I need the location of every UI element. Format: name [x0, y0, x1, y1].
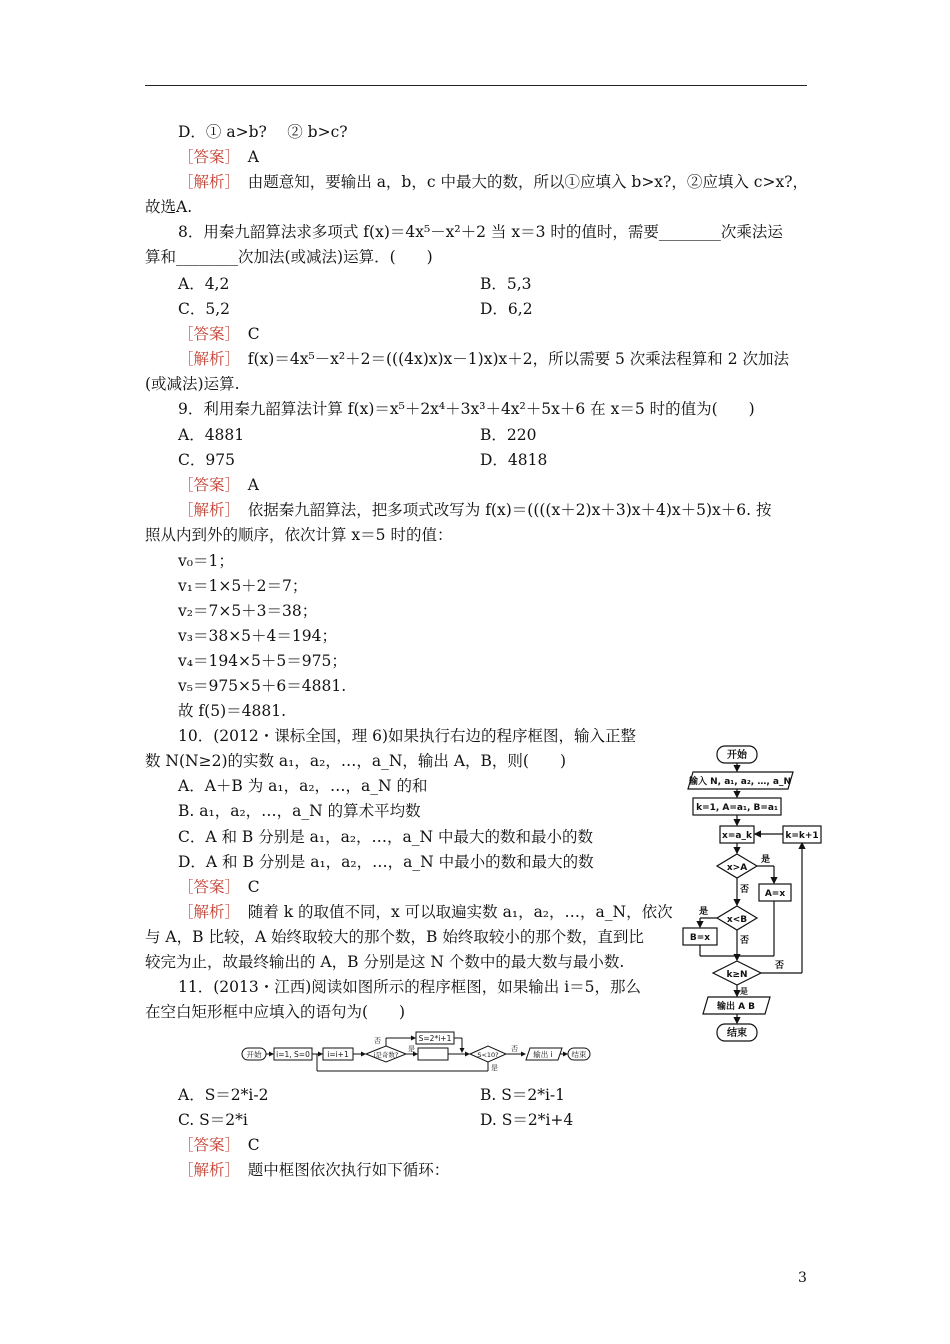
text-line: [145, 751, 566, 771]
flowchart-q11: [240, 1028, 595, 1076]
fc1-output: 输出 A B: [716, 1002, 756, 1012]
fc2-no-odd: 否: [374, 1037, 381, 1045]
text-line: [178, 1135, 260, 1155]
fc2-odd-branch: S=2*i+1: [418, 1034, 452, 1043]
answer-tag: ［解析］: [178, 903, 233, 921]
text-line: [145, 197, 192, 217]
line-text: D．6,2: [480, 300, 533, 318]
line-text: D．4818: [480, 451, 548, 469]
fc1-no2: 否: [740, 936, 750, 946]
text-line: [480, 299, 533, 319]
text-line: [178, 776, 428, 796]
fc1-cond3: k≥N: [726, 970, 748, 980]
fc1-no1: 否: [740, 885, 750, 895]
text-line: [178, 172, 808, 192]
line-text: 9．利用秦九韶算法计算 f(x)＝x⁵＋2x⁴＋3x³＋4x²＋5x＋6 在 x＝5 时的值为( ): [178, 400, 755, 418]
answer-tag: ［答案］: [178, 878, 233, 896]
answer-tag: ［解析］: [178, 1161, 233, 1179]
fc1-yes2: 是: [699, 907, 709, 917]
line-text: A: [232, 148, 259, 166]
text-line: [178, 399, 755, 419]
text-line: [178, 1110, 248, 1130]
answer-tag: ［答案］: [178, 148, 233, 166]
line-text: C: [232, 878, 260, 896]
line-text: f(x)＝4x⁵－x²＋2＝(((4x)x)x－1)x)x＋2，所以需要 5 次乘法程算和 2 次加法: [232, 350, 790, 368]
line-text: v₁＝1×5＋2＝7；: [178, 577, 308, 595]
line-text: D. S＝2*i+4: [480, 1111, 574, 1129]
line-text: C: [232, 1136, 260, 1154]
line-text: 照从内到外的顺序，依次计算 x＝5 时的值：: [145, 526, 453, 544]
line-text: v₄＝194×5＋5＝975；: [178, 652, 347, 670]
answer-tag: ［答案］: [178, 1136, 233, 1154]
fc2-start: 开始: [246, 1050, 262, 1059]
line-text: 8．用秦九韶算法求多项式 f(x)＝4x⁵－x²＋2 当 x＝3 时的值时，需要________次乘法运: [178, 223, 783, 241]
line-text: 题中框图依次执行如下循环：: [232, 1161, 450, 1179]
text-line: [145, 952, 624, 972]
text-line: [480, 450, 547, 470]
text-line: [480, 274, 532, 294]
fc1-no3: 否: [775, 961, 785, 971]
text-line: [178, 726, 636, 746]
text-line: [178, 977, 641, 997]
fc2-incr: i=i+1: [327, 1050, 349, 1059]
line-text: C．A 和 B 分别是 a₁，a₂，…，a_N 中最大的数和最小的数: [178, 828, 594, 846]
line-text: C．975: [178, 451, 235, 469]
text-line: [145, 374, 240, 394]
text-line: [178, 576, 307, 596]
line-text: (或减法)运算.: [145, 375, 240, 393]
text-line: [178, 601, 317, 621]
text-line: [178, 500, 772, 520]
text-line: [178, 877, 260, 897]
answer-tag: ［答案］: [178, 476, 233, 494]
text-line: [178, 475, 259, 495]
line-text: C: [232, 325, 260, 343]
text-line: [178, 701, 286, 721]
fc2-init: i=1, S=0: [276, 1050, 310, 1059]
line-text: B. a₁，a₂，…，a_N 的算术平均数: [178, 802, 421, 820]
line-text: C．5,2: [178, 300, 231, 318]
line-text: v₃＝38×5＋4＝194；: [178, 627, 337, 645]
answer-tag: ［解析］: [178, 173, 233, 191]
fc1-init: k=1, A=a₁, B=a₁: [696, 803, 778, 813]
fc1-setA: A=x: [764, 889, 786, 899]
text-line: [178, 222, 783, 242]
fc2-yes-odd: 是: [408, 1045, 415, 1053]
text-line: [178, 651, 347, 671]
line-text: v₅＝975×5＋6＝4881.: [178, 677, 347, 695]
text-line: [178, 551, 234, 571]
fc1-yes3: 是: [740, 987, 748, 996]
line-text: B．220: [480, 426, 537, 444]
text-line: [145, 927, 644, 947]
text-line: [145, 1002, 405, 1022]
text-line: [178, 676, 346, 696]
text-line: [178, 349, 789, 369]
text-line: [145, 525, 452, 545]
text-line: [145, 247, 433, 267]
flowchart-q10: [675, 742, 835, 1044]
fc1-cond2: x<B: [726, 915, 748, 925]
header-rule: [145, 85, 807, 86]
text-line: [178, 1085, 268, 1105]
line-text: D．A 和 B 分别是 a₁，a₂，…，a_N 中最小的数和最大的数: [178, 853, 594, 871]
line-text: D．① a>b? ② b>c?: [178, 123, 348, 141]
fc1-cond1: x>A: [726, 863, 748, 873]
fc1-input: 输入 N, a₁, a₂, …, a_N: [688, 777, 792, 787]
fc2-yes-s: 是: [491, 1064, 498, 1072]
line-text: A．A＋B 为 a₁，a₂，…，a_N 的和: [178, 777, 428, 795]
line-text: C. S＝2*i: [178, 1111, 248, 1129]
text-line: [178, 626, 337, 646]
fc2-end: 结束: [571, 1050, 587, 1059]
fc1-setB: B=x: [689, 933, 711, 943]
line-text: A: [232, 476, 259, 494]
text-line: [178, 450, 235, 470]
text-line: [178, 122, 348, 142]
line-text: 依据秦九韶算法，把多项式改写为 f(x)＝((((x＋2)x＋3)x＋4)x＋5)x＋6. 按: [232, 501, 772, 519]
text-line: [178, 425, 244, 445]
line-text: 较完为止，故最终输出的 A，B 分别是这 N 个数中的最大数与最小数.: [145, 953, 625, 971]
line-text: v₂＝7×5＋3＝38；: [178, 602, 318, 620]
line-text: 由题意知，要输出 a，b，c 中最大的数，所以①应填入 b>x?，②应填入 c>x?，: [232, 173, 809, 191]
text-line: [178, 147, 259, 167]
text-line: [178, 299, 230, 319]
fc2-output: 输出 i: [533, 1050, 553, 1059]
text-line: [178, 801, 421, 821]
line-text: 算和________次加法(或减法)运算．( ): [145, 248, 433, 266]
fc1-start: 开始: [727, 750, 747, 761]
line-text: 11．(2013・江西)阅读如图所示的程序框图，如果输出 i＝5，那么: [178, 978, 642, 996]
text-line: [178, 852, 594, 872]
answer-tag: ［答案］: [178, 325, 233, 343]
text-line: [178, 902, 673, 922]
page-number: 3: [798, 1270, 807, 1286]
line-text: A．S＝2*i-2: [178, 1086, 269, 1104]
line-text: B．5,3: [480, 275, 532, 293]
fc1-assign: x=a_k: [722, 831, 752, 841]
text-line: [480, 1085, 565, 1105]
line-text: 10．(2012・课标全国，理 6)如果执行右边的程序框图，输入正整: [178, 727, 637, 745]
fc2-no-s: 否: [511, 1045, 518, 1053]
text-line: [480, 425, 536, 445]
line-text: 故选A.: [145, 198, 193, 216]
text-line: [178, 1160, 449, 1180]
text-line: [178, 274, 229, 294]
line-text: A．4,2: [178, 275, 230, 293]
fc1-incr: k=k+1: [785, 831, 819, 841]
line-text: 故 f(5)＝4881.: [178, 702, 286, 720]
line-text: v₀＝1；: [178, 552, 234, 570]
fc2-cond-s: S<10?: [477, 1051, 499, 1059]
fc2-cond-odd: i是奇数?: [373, 1051, 399, 1059]
line-text: 与 A，B 比较，A 始终取较大的那个数，B 始终取较小的那个数，直到比: [145, 928, 644, 946]
text-line: [178, 827, 593, 847]
answer-tag: ［解析］: [178, 501, 233, 519]
line-text: 数 N(N≥2)的实数 a₁，a₂，…，a_N，输出 A，B，则( ): [145, 752, 566, 770]
fc1-yes1: 是: [761, 855, 771, 865]
answer-tag: ［解析］: [178, 350, 233, 368]
line-text: 随着 k 的取值不同，x 可以取遍实数 a₁，a₂，…，a_N，依次: [232, 903, 673, 921]
fc1-end: 结束: [727, 1028, 747, 1039]
line-text: A．4881: [178, 426, 245, 444]
text-line: [480, 1110, 573, 1130]
line-text: 在空白矩形框中应填入的语句为( ): [145, 1003, 406, 1021]
line-text: B. S＝2*i-1: [480, 1086, 566, 1104]
text-line: [178, 324, 260, 344]
